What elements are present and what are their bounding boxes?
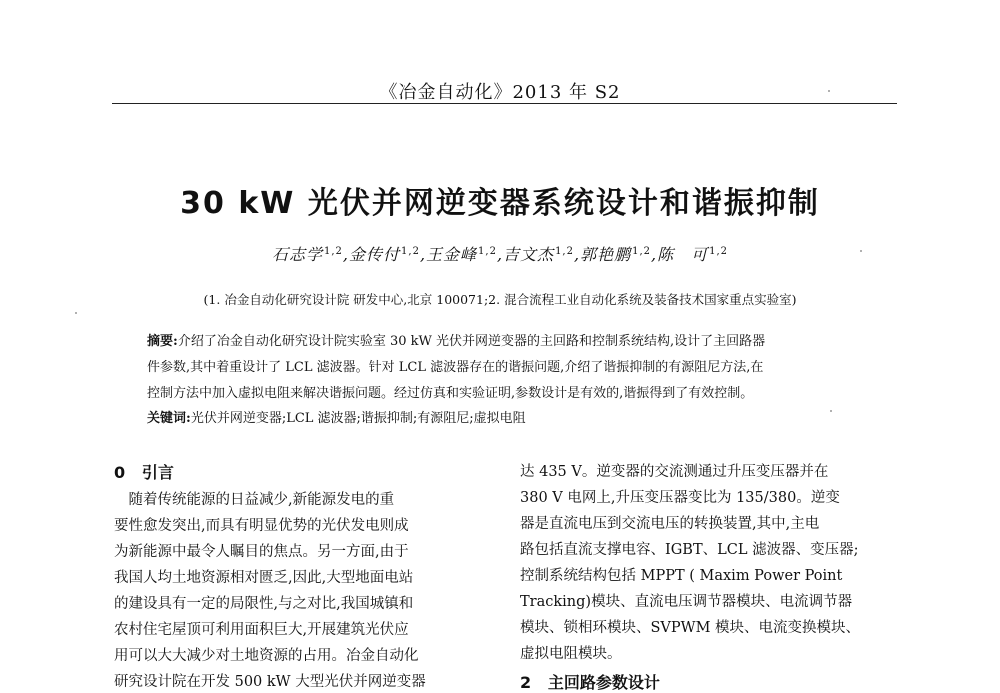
author-affil-mark: 1,2 xyxy=(555,245,574,257)
section-title: 引言 xyxy=(141,463,174,482)
body-line: 农村住宅屋顶可利用面积巨大,开展建筑光伏应 xyxy=(114,622,409,638)
abstract-text: 介绍了冶金自动化研究设计院实验室 30 kW 光伏并网逆变器的主回路和控制系统结构,设计了主回路器 xyxy=(177,334,766,349)
section-number: 0 xyxy=(114,463,126,482)
body-line: 为新能源中最令人瞩目的焦点。另一方面,由于 xyxy=(114,544,409,560)
abstract-line: 件参数,其中着重设计了 LCL 滤波器。针对 LCL 滤波器存在的谐振问题,介绍了谐振抑制的有源阻尼方法,在 xyxy=(147,360,764,375)
body-line: 的建设具有一定的局限性,与之对比,我国城镇和 xyxy=(114,596,414,612)
body-line: 虚拟电阻模块。 xyxy=(520,646,622,662)
author-affil-mark: 1,2 xyxy=(709,245,728,257)
affiliation: (1. 冶金自动化研究设计院 研发中心,北京 100071;2. 混合流程工业自动化系统及装备技术国家重点实验室) xyxy=(203,292,797,307)
body-line: 380 V 电网上,升压变压器变比为 135/380。逆变 xyxy=(520,490,840,506)
author-name: 吉文杰 xyxy=(503,245,555,264)
scan-speck xyxy=(860,250,862,252)
body-line: 研究设计院在开发 500 kW 大型光伏并网逆变器 xyxy=(114,674,426,690)
section-heading xyxy=(114,460,174,483)
author-affil-mark: 1,2 xyxy=(401,245,420,257)
body-line: 我国人均土地资源相对匮乏,因此,大型地面电站 xyxy=(114,570,414,586)
body-line: 器是直流电压到交流电压的转换装置,其中,主电 xyxy=(520,516,820,532)
paper-title: 30 kW 光伏并网逆变器系统设计和谐振抑制 xyxy=(180,186,820,221)
author-name: 陈 可 xyxy=(657,245,709,264)
body-line: 控制系统结构包括 MPPT ( Maxim Power Point xyxy=(520,568,843,584)
author-name: 石志学 xyxy=(272,245,324,264)
body-line: Tracking)模块、直流电压调节器模块、电流调节器 xyxy=(520,594,853,610)
scan-speck xyxy=(830,410,832,412)
abstract-line: 控制方法中加入虚拟电阻来解决谐振问题。经过仿真和实验证明,参数设计是有效的,谐振得到了有效控制。 xyxy=(147,386,754,401)
abstract-line xyxy=(147,330,877,349)
body-line: 随着传统能源的日益减少,新能源发电的重 xyxy=(114,492,395,508)
header-rule xyxy=(112,103,897,104)
body-line: 用可以大大减少对土地资源的占用。冶金自动化 xyxy=(114,648,419,664)
author-name: 郭艳鹏 xyxy=(580,245,632,264)
author-name: 王金峰 xyxy=(426,245,478,264)
keywords-label: 关键词: xyxy=(147,411,191,426)
author-affil-mark: 1,2 xyxy=(324,245,343,257)
body-line: 路包括直流支撑电容、IGBT、LCL 滤波器、变压器; xyxy=(520,542,859,558)
author-name: 金传付 xyxy=(349,245,401,264)
section-number: 2 xyxy=(520,673,532,692)
scan-speck xyxy=(828,90,830,92)
author-list: 石志学$^{1,2}$,金传付$^{1,2}$,王金峰$^{1,2}$,吉文杰$^{1,2}$,郭艳鹏$^{1,2}$,陈 可$^{1,2}$ xyxy=(272,245,728,264)
keywords-text: 光伏并网逆变器;LCL 滤波器;谐振抑制;有源阻尼;虚拟电阻 xyxy=(190,411,526,426)
section-heading xyxy=(520,670,660,693)
body-line: 要性愈发突出,而具有明显优势的光伏发电则成 xyxy=(114,518,409,534)
section-title: 主回路参数设计 xyxy=(547,673,660,692)
author-affil-mark: 1,2 xyxy=(478,245,497,257)
abstract-label: 摘要: xyxy=(147,334,178,349)
body-line: 模块、锁相环模块、SVPWM 模块、电流变换模块、 xyxy=(520,620,861,636)
scan-speck xyxy=(75,312,77,314)
keywords-line xyxy=(147,407,877,426)
author-affil-mark: 1,2 xyxy=(632,245,651,257)
body-line: 达 435 V。逆变器的交流测通过升压变压器并在 xyxy=(520,464,829,480)
journal-header: 《冶金自动化》2013 年 S2 xyxy=(379,82,621,103)
